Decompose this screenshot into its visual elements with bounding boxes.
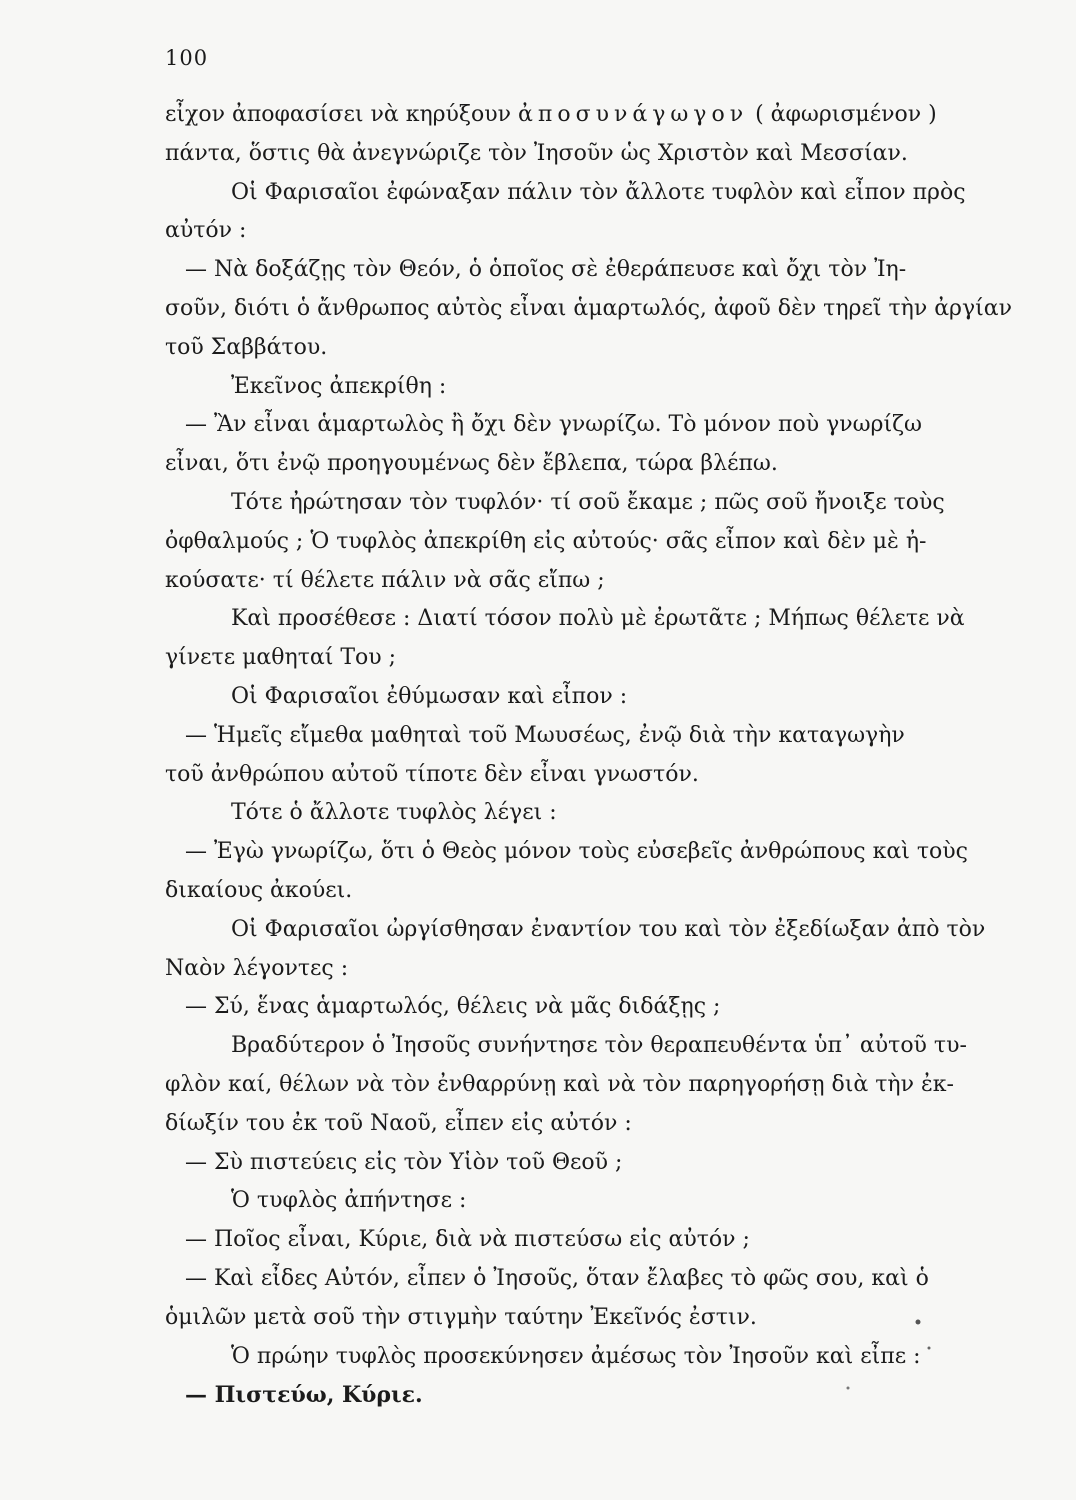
dialogue-line: — Ἐγὼ γνωρίζω, ὅτι ὁ Θεὸς μόνον τοὺς εὐσεβεῖς ἀνθρώπους καὶ τοὺς — [185, 839, 968, 865]
text-line-1 — [165, 96, 1025, 135]
dialogue-line: — Σὺ πιστεύεις εἰς τὸν Υἱὸν τοῦ Θεοῦ ; — [185, 1149, 623, 1175]
dialogue-line: — Ἡμεῖς εἴμεθα μαθηταὶ τοῦ Μωυσέως, ἐνῷ διὰ τὴν καταγωγὴν — [185, 722, 905, 748]
dialogue-line: — Νὰ δοξάζῃς τὸν Θεόν, ὁ ὁποῖος σὲ ἐθεράπευσε καὶ ὄχι τὸν Ἰη- — [185, 257, 907, 283]
text-line: Ἐκεῖνος ἀπεκρίθη : — [231, 373, 447, 399]
dialogue-line: — Ἂν εἶναι ἁμαρτωλὸς ἢ ὄχι δὲν γνωρίζω. Τὸ μόνον ποὺ γνωρίζω — [185, 412, 922, 438]
text-line: γίνετε μαθηταί Του ; — [165, 645, 397, 671]
dialogue-line: — Καὶ εἶδες Αὐτόν, εἶπεν ὁ Ἰησοῦς, ὅταν ἔλαβες τὸ φῶς σου, καὶ ὁ — [185, 1265, 929, 1291]
text-line: δικαίους ἀκούει. — [165, 877, 353, 903]
body-text — [165, 96, 1025, 1415]
text-line: κούσατε· τί θέλετε πάλιν νὰ σᾶς εἴπω ; — [165, 567, 605, 593]
text-line: δίωξίν του ἐκ τοῦ Ναοῦ, εἶπεν εἰς αὐτόν : — [165, 1110, 632, 1136]
spaced-word-aposynagogon: ἀποσυνάγωγον — [518, 102, 749, 127]
text-line: Ναὸν λέγοντες : — [165, 955, 349, 981]
text-line: Τότε ὁ ἄλλοτε τυφλὸς λέγει : — [231, 800, 557, 826]
text-line: Οἱ Φαρισαῖοι ὠργίσθησαν ἐναντίον του καὶ τὸν ἐξεδίωξαν ἀπὸ τὸν — [231, 916, 986, 942]
dialogue-line: — Πιστεύω, Κύριε. — [185, 1382, 423, 1409]
text-line: ὁμιλῶν μετὰ σοῦ τὴν στιγμὴν ταύτην Ἐκεῖνός ἐστιν. — [165, 1304, 757, 1330]
text-line: Ὁ πρώην τυφλὸς προσεκύνησεν ἀμέσως τὸν Ἰησοῦν καὶ εἶπε : — [231, 1343, 921, 1369]
text-line-1-start: εἶχον ἀποφασίσει νὰ κηρύξουν — [165, 102, 519, 127]
dialogue-line: — Σύ, ἕνας ἁμαρτωλός, θέλεις νὰ μᾶς διδάξῃς ; — [185, 994, 721, 1020]
text-line: Οἱ Φαρισαῖοι ἐθύμωσαν καὶ εἶπον : — [231, 683, 628, 709]
text-line: αὐτόν : — [165, 218, 247, 244]
text-line: φλὸν καί, θέλων νὰ τὸν ἐνθαρρύνῃ καὶ νὰ τὸν παρηγορήσῃ διὰ τὴν ἐκ- — [165, 1071, 954, 1097]
text-line: Βραδύτερον ὁ Ἰησοῦς συνήντησε τὸν θεραπευθέντα ὑπ᾽ αὐτοῦ τυ- — [231, 1033, 967, 1059]
dialogue-line: — Ποῖος εἶναι, Κύριε, διὰ νὰ πιστεύσω εἰς αὐτόν ; — [185, 1227, 750, 1253]
text-line-1-end: ( ἀφωρισμένον ) — [748, 102, 937, 127]
text-line: Οἱ Φαρισαῖοι ἐφώναξαν πάλιν τὸν ἄλλοτε τυφλὸν καὶ εἶπον πρὸς — [231, 179, 966, 205]
text-line: εἶναι, ὅτι ἐνῷ προηγουμένως δὲν ἔβλεπα, τώρα βλέπω. — [165, 451, 778, 477]
text-line: τοῦ Σαββάτου. — [165, 334, 328, 360]
page-number: 100 — [165, 46, 209, 70]
text-line: σοῦν, διότι ὁ ἄνθρωπος αὐτὸς εἶναι ἁμαρτωλός, ἀφοῦ δὲν τηρεῖ τὴν ἀργίαν — [165, 295, 1012, 321]
text-line: Ὁ τυφλὸς ἀπήντησε : — [231, 1188, 467, 1214]
text-line: ὀφθαλμούς ; Ὁ τυφλὸς ἀπεκρίθη εἰς αὐτούς· σᾶς εἶπον καὶ δὲν μὲ ἠ- — [165, 528, 927, 554]
text-line: Τότε ἠρώτησαν τὸν τυφλόν· τί σοῦ ἔκαμε ; πῶς σοῦ ἤνοιξε τοὺς — [231, 489, 945, 515]
text-line: Καὶ προσέθεσε : Διατί τόσον πολὺ μὲ ἐρωτᾶτε ; Μήπως θέλετε νὰ — [231, 606, 965, 632]
text-line: πάντα, ὅστις θὰ ἀνεγνώριζε τὸν Ἰησοῦν ὡς Χριστὸν καὶ Μεσσίαν. — [165, 140, 908, 166]
text-line: τοῦ ἀνθρώπου αὐτοῦ τίποτε δὲν εἶναι γνωστόν. — [165, 761, 699, 787]
